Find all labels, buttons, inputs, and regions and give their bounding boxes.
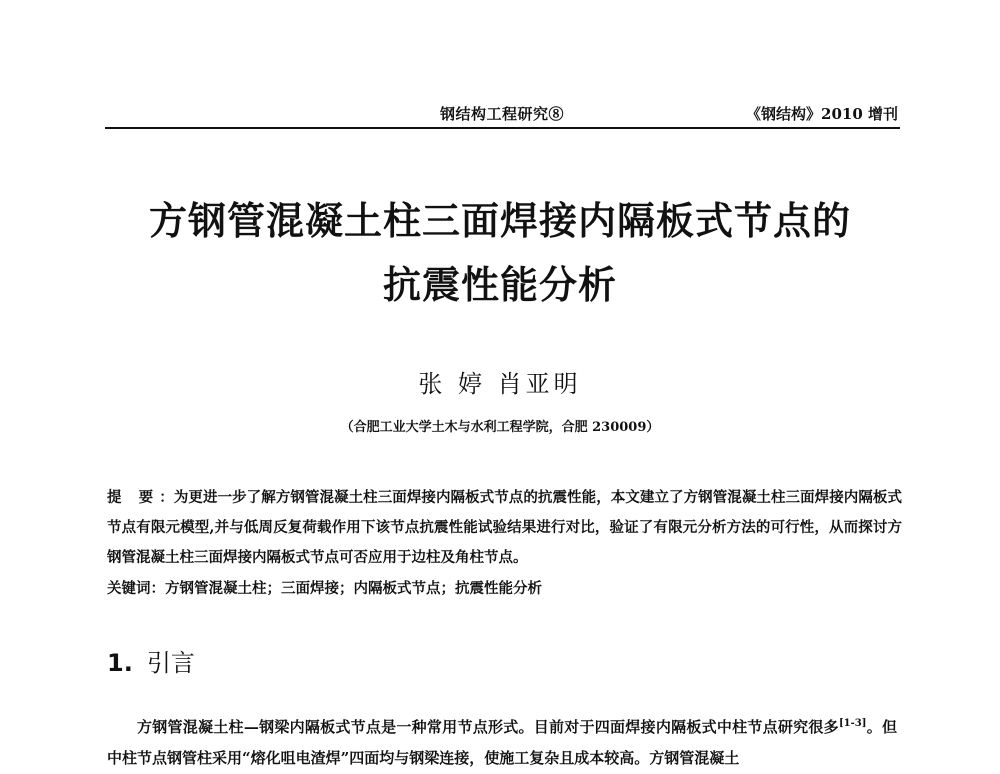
section-heading (107, 643, 195, 678)
body-text-part-1: 方钢管混凝土柱—钢梁内隔板式节点是一种常用节点形式。目前对于四面焊接内隔板式中柱节点研究很多 (137, 718, 839, 736)
citation: [1-3] (838, 718, 867, 729)
abstract (107, 483, 902, 573)
abstract-text: ：为更进一步了解方钢管混凝土柱三面焊接内隔板式节点的抗震性能，本文建立了方钢管混凝土柱三面焊接内隔板式节点有限元模型,并与低周反复荷载作用下该节点抗震性能试验结果进行对比，验证了有限元分析方法的可行性，从而探讨方钢管混凝土柱三面焊接内隔板式节点可否应用于边柱及角柱节点。 (107, 489, 902, 566)
affiliation: （合肥工业大学土木与水利工程学院，合肥 230009） (340, 420, 660, 435)
paper-title-line-2: 抗震性能分析 (382, 263, 617, 307)
abstract-label: 提 要 (107, 489, 160, 506)
keywords-text: ：方钢管混凝土柱；三面焊接；内隔板式节点；抗震性能分析 (150, 580, 542, 597)
keywords (107, 577, 902, 598)
series-title: 钢结构工程研究⑧ (440, 105, 565, 123)
section-number: 1. (107, 649, 133, 677)
running-header (105, 103, 900, 129)
paper-title-line-1: 方钢管混凝土柱三面焊接内隔板式节点的 (148, 199, 851, 243)
journal-info: 《钢结构》2010 增刊 (746, 105, 898, 123)
authors: 张 婷 肖亚明 (418, 370, 582, 398)
body-text-part-2: 。但中柱节点钢管柱采用“熔化咀电渣焊”四面均与钢梁连接，使施工复杂且成本较高。方钢管混凝土 (107, 718, 897, 767)
section-title: 引言 (146, 649, 195, 677)
body-paragraph (107, 712, 897, 774)
keywords-label: 关键词 (107, 580, 151, 597)
